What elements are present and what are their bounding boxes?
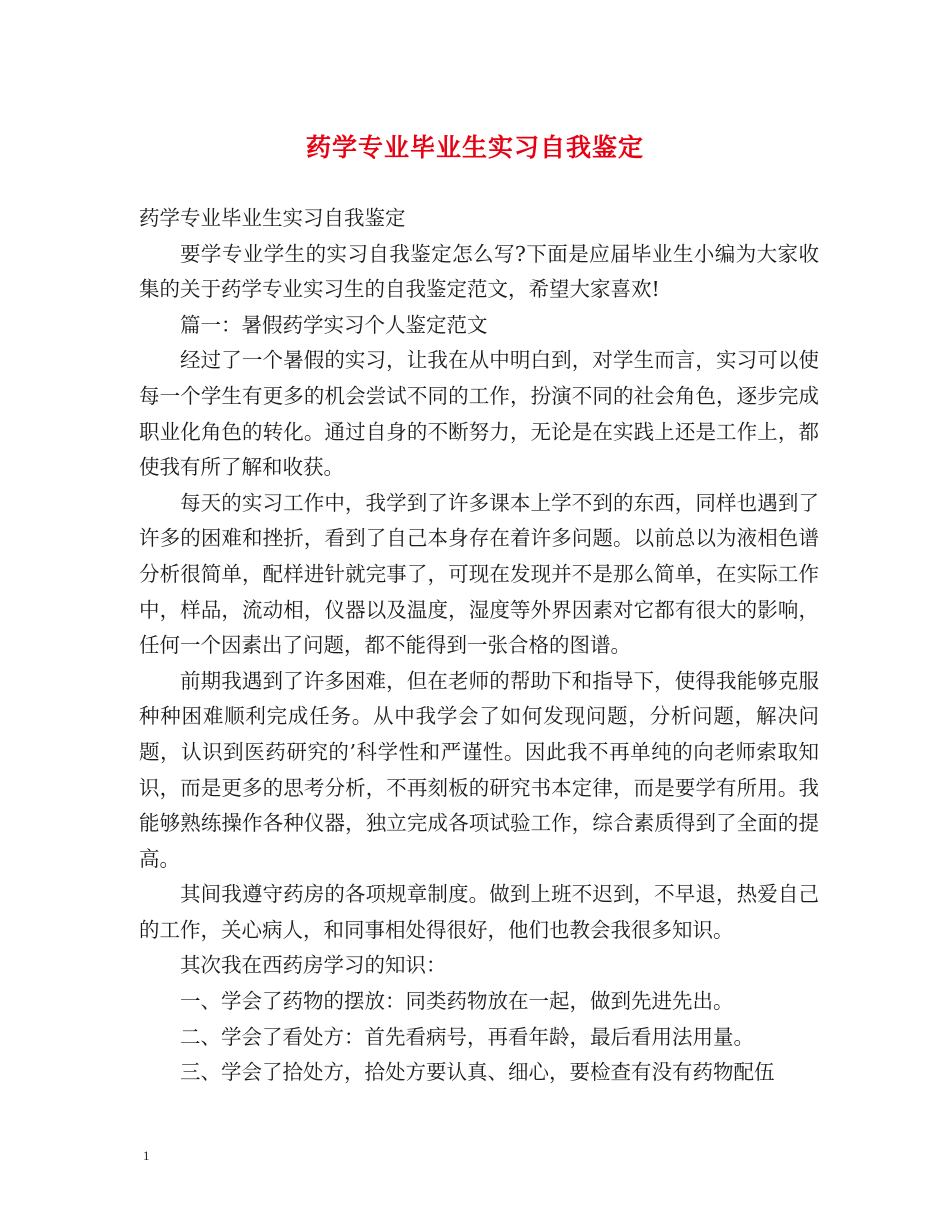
document-title: 药学专业毕业生实习自我鉴定 <box>305 133 644 162</box>
paragraph: 前期我遇到了许多困难，但在老师的帮助下和指导下，使得我能够克服种种困难顺利完成任务。从中我学会了如何发现问题，分析问题，解决问题，认识到医药研究的’科学性和严谨性。因此我不再单纯的向老师索取知识，而是更多的思考分析，不再刻板的研究书本定律，而是要学有所用。我能够熟练操作各种仪器，独立完成各项试验工作，综合素质得到了全面的提高。 <box>139 668 819 871</box>
list-item: 三、学会了拾处方，拾处方要认真、细心，要检查有没有药物配伍 <box>180 1060 775 1085</box>
list-item: 一、学会了药物的摆放：同类药物放在一起，做到先进先出。 <box>180 989 734 1014</box>
paragraph-section-heading: 篇一：暑假药学实习个人鉴定范文 <box>180 312 488 337</box>
document-body <box>139 201 819 1091</box>
paragraph-subtitle: 药学专业毕业生实习自我鉴定 <box>139 206 406 230</box>
list-item: 二、学会了看处方：首先看病号，再看年龄，最后看用法用量。 <box>180 1024 754 1049</box>
paragraph-intro: 要学专业学生的实习自我鉴定怎么写?下面是应届毕业生小编为大家收集的关于药学专业实习生的自我鉴定范文，希望大家喜欢! <box>139 241 819 302</box>
paragraph: 经过了一个暑假的实习，让我在从中明白到，对学生而言，实习可以使每一个学生有更多的机会尝试不同的工作，扮演不同的社会角色，逐步完成职业化角色的转化。通过自身的不断努力，无论是在实践上还是工作上，都使我有所了解和收获。 <box>139 348 819 480</box>
paragraph: 每天的实习工作中，我学到了许多课本上学不到的东西，同样也遇到了许多的困难和挫折，看到了自己本身存在着许多问题。以前总以为液相色谱分析很简单，配样进针就完事了，可现在发现并不是那么简单，在实际工作中，样品，流动相，仪器以及温度，湿度等外界因素对它都有很大的影响，任何一个因素出了问题，都不能得到一张合格的图谱。 <box>139 490 819 658</box>
page-number: 1 <box>143 1148 150 1163</box>
paragraph: 其次我在西药房学习的知识： <box>180 953 447 978</box>
paragraph: 其间我遵守药房的各项规章制度。做到上班不迟到，不早退，热爱自己的工作，关心病人，和同事相处得很好，他们也教会我很多知识。 <box>139 882 819 942</box>
